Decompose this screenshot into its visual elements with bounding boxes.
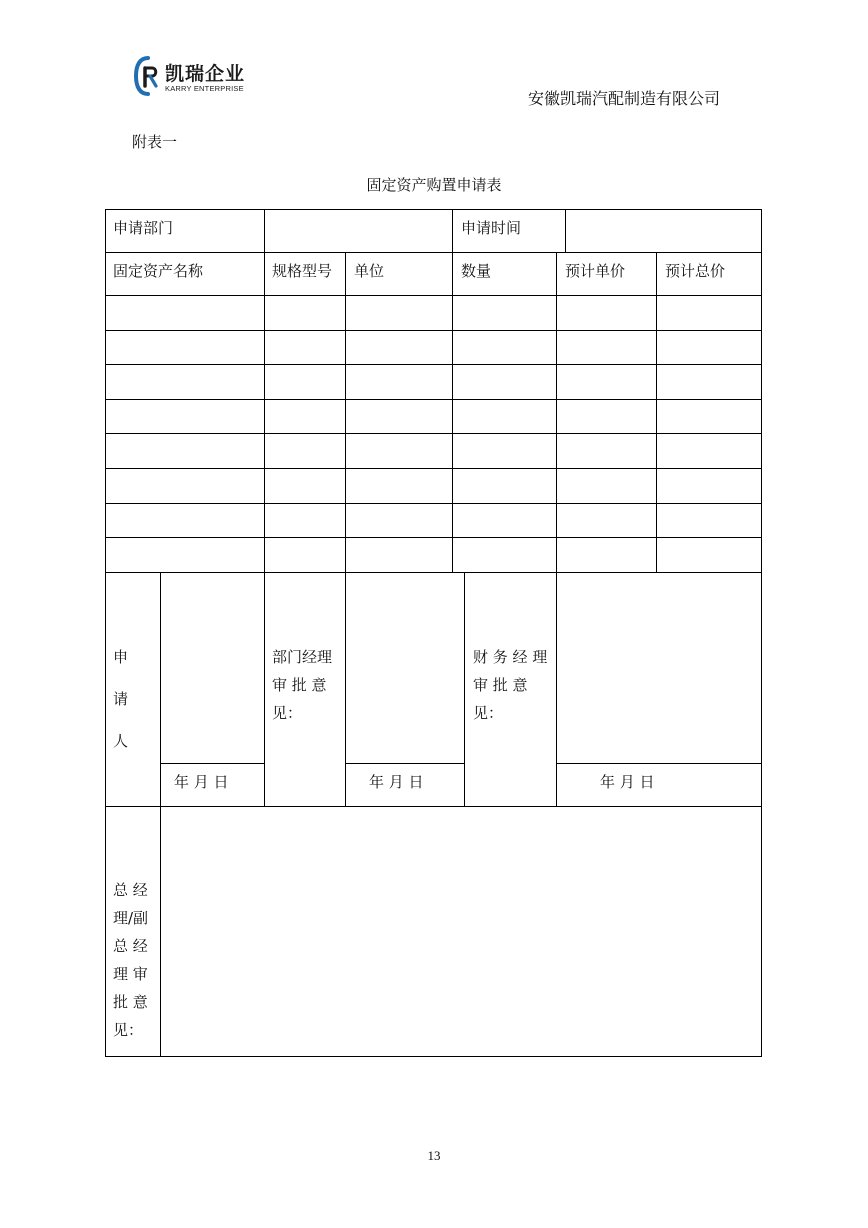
divider <box>565 209 566 252</box>
divider <box>345 763 464 764</box>
gm-approval-label: 总 经 理/副 总 经 理 审 批 意 见： <box>113 881 149 1039</box>
divider <box>105 252 762 253</box>
table-border <box>105 209 762 210</box>
column-header: 单位 <box>354 262 385 280</box>
column-header: 数量 <box>461 262 492 280</box>
column-header: 预计总价 <box>665 262 726 280</box>
row-divider <box>105 399 762 400</box>
row-divider <box>105 503 762 504</box>
applicant-signature-field[interactable] <box>161 573 264 763</box>
divider <box>556 763 762 764</box>
row-divider <box>105 537 762 538</box>
dept-field[interactable] <box>270 217 446 245</box>
divider <box>452 252 453 572</box>
applicant-date: 年 月 日 <box>174 773 229 791</box>
row-divider <box>105 330 762 331</box>
dept-manager-approval-label: 部门经理 审 批 意 见： <box>272 648 333 722</box>
finance-manager-approval-label: 财 务 经 理 审 批 意 见： <box>473 648 548 722</box>
company-name: 安徽凯瑞汽配制造有限公司 <box>527 89 720 108</box>
divider <box>452 209 453 252</box>
finance-manager-date: 年 月 日 <box>600 773 655 791</box>
divider <box>656 252 657 572</box>
dept-manager-opinion-field[interactable] <box>346 573 464 763</box>
divider <box>264 572 265 806</box>
finance-manager-opinion-field[interactable] <box>557 573 761 763</box>
gm-opinion-field[interactable] <box>161 807 761 1056</box>
row-divider <box>105 468 762 469</box>
column-header: 预计单价 <box>565 262 626 280</box>
dept-manager-date: 年 月 日 <box>369 773 424 791</box>
applicant-label: 申 请 人 <box>113 648 129 750</box>
divider <box>105 295 762 296</box>
annex-label: 附表一 <box>132 133 178 151</box>
divider <box>556 252 557 572</box>
divider <box>345 252 346 572</box>
dept-label: 申请部门 <box>113 219 174 237</box>
table-border <box>105 209 106 1057</box>
row-divider <box>105 433 762 434</box>
form-title: 固定资产购置申请表 <box>366 176 502 194</box>
logo-text-en: KARRY ENTERPRISE <box>165 84 244 93</box>
table-border <box>761 209 762 1057</box>
column-header: 规格型号 <box>272 262 333 280</box>
table-border <box>105 1056 762 1057</box>
divider <box>160 763 264 764</box>
row-divider <box>105 364 762 365</box>
divider <box>264 252 265 572</box>
time-label: 申请时间 <box>461 219 522 237</box>
column-header: 固定资产名称 <box>113 262 204 280</box>
divider <box>264 209 265 252</box>
time-field[interactable] <box>571 217 755 245</box>
logo-text-cn: 凯瑞企业 <box>165 63 246 85</box>
divider <box>464 572 465 806</box>
page-number: 13 <box>427 1148 441 1163</box>
